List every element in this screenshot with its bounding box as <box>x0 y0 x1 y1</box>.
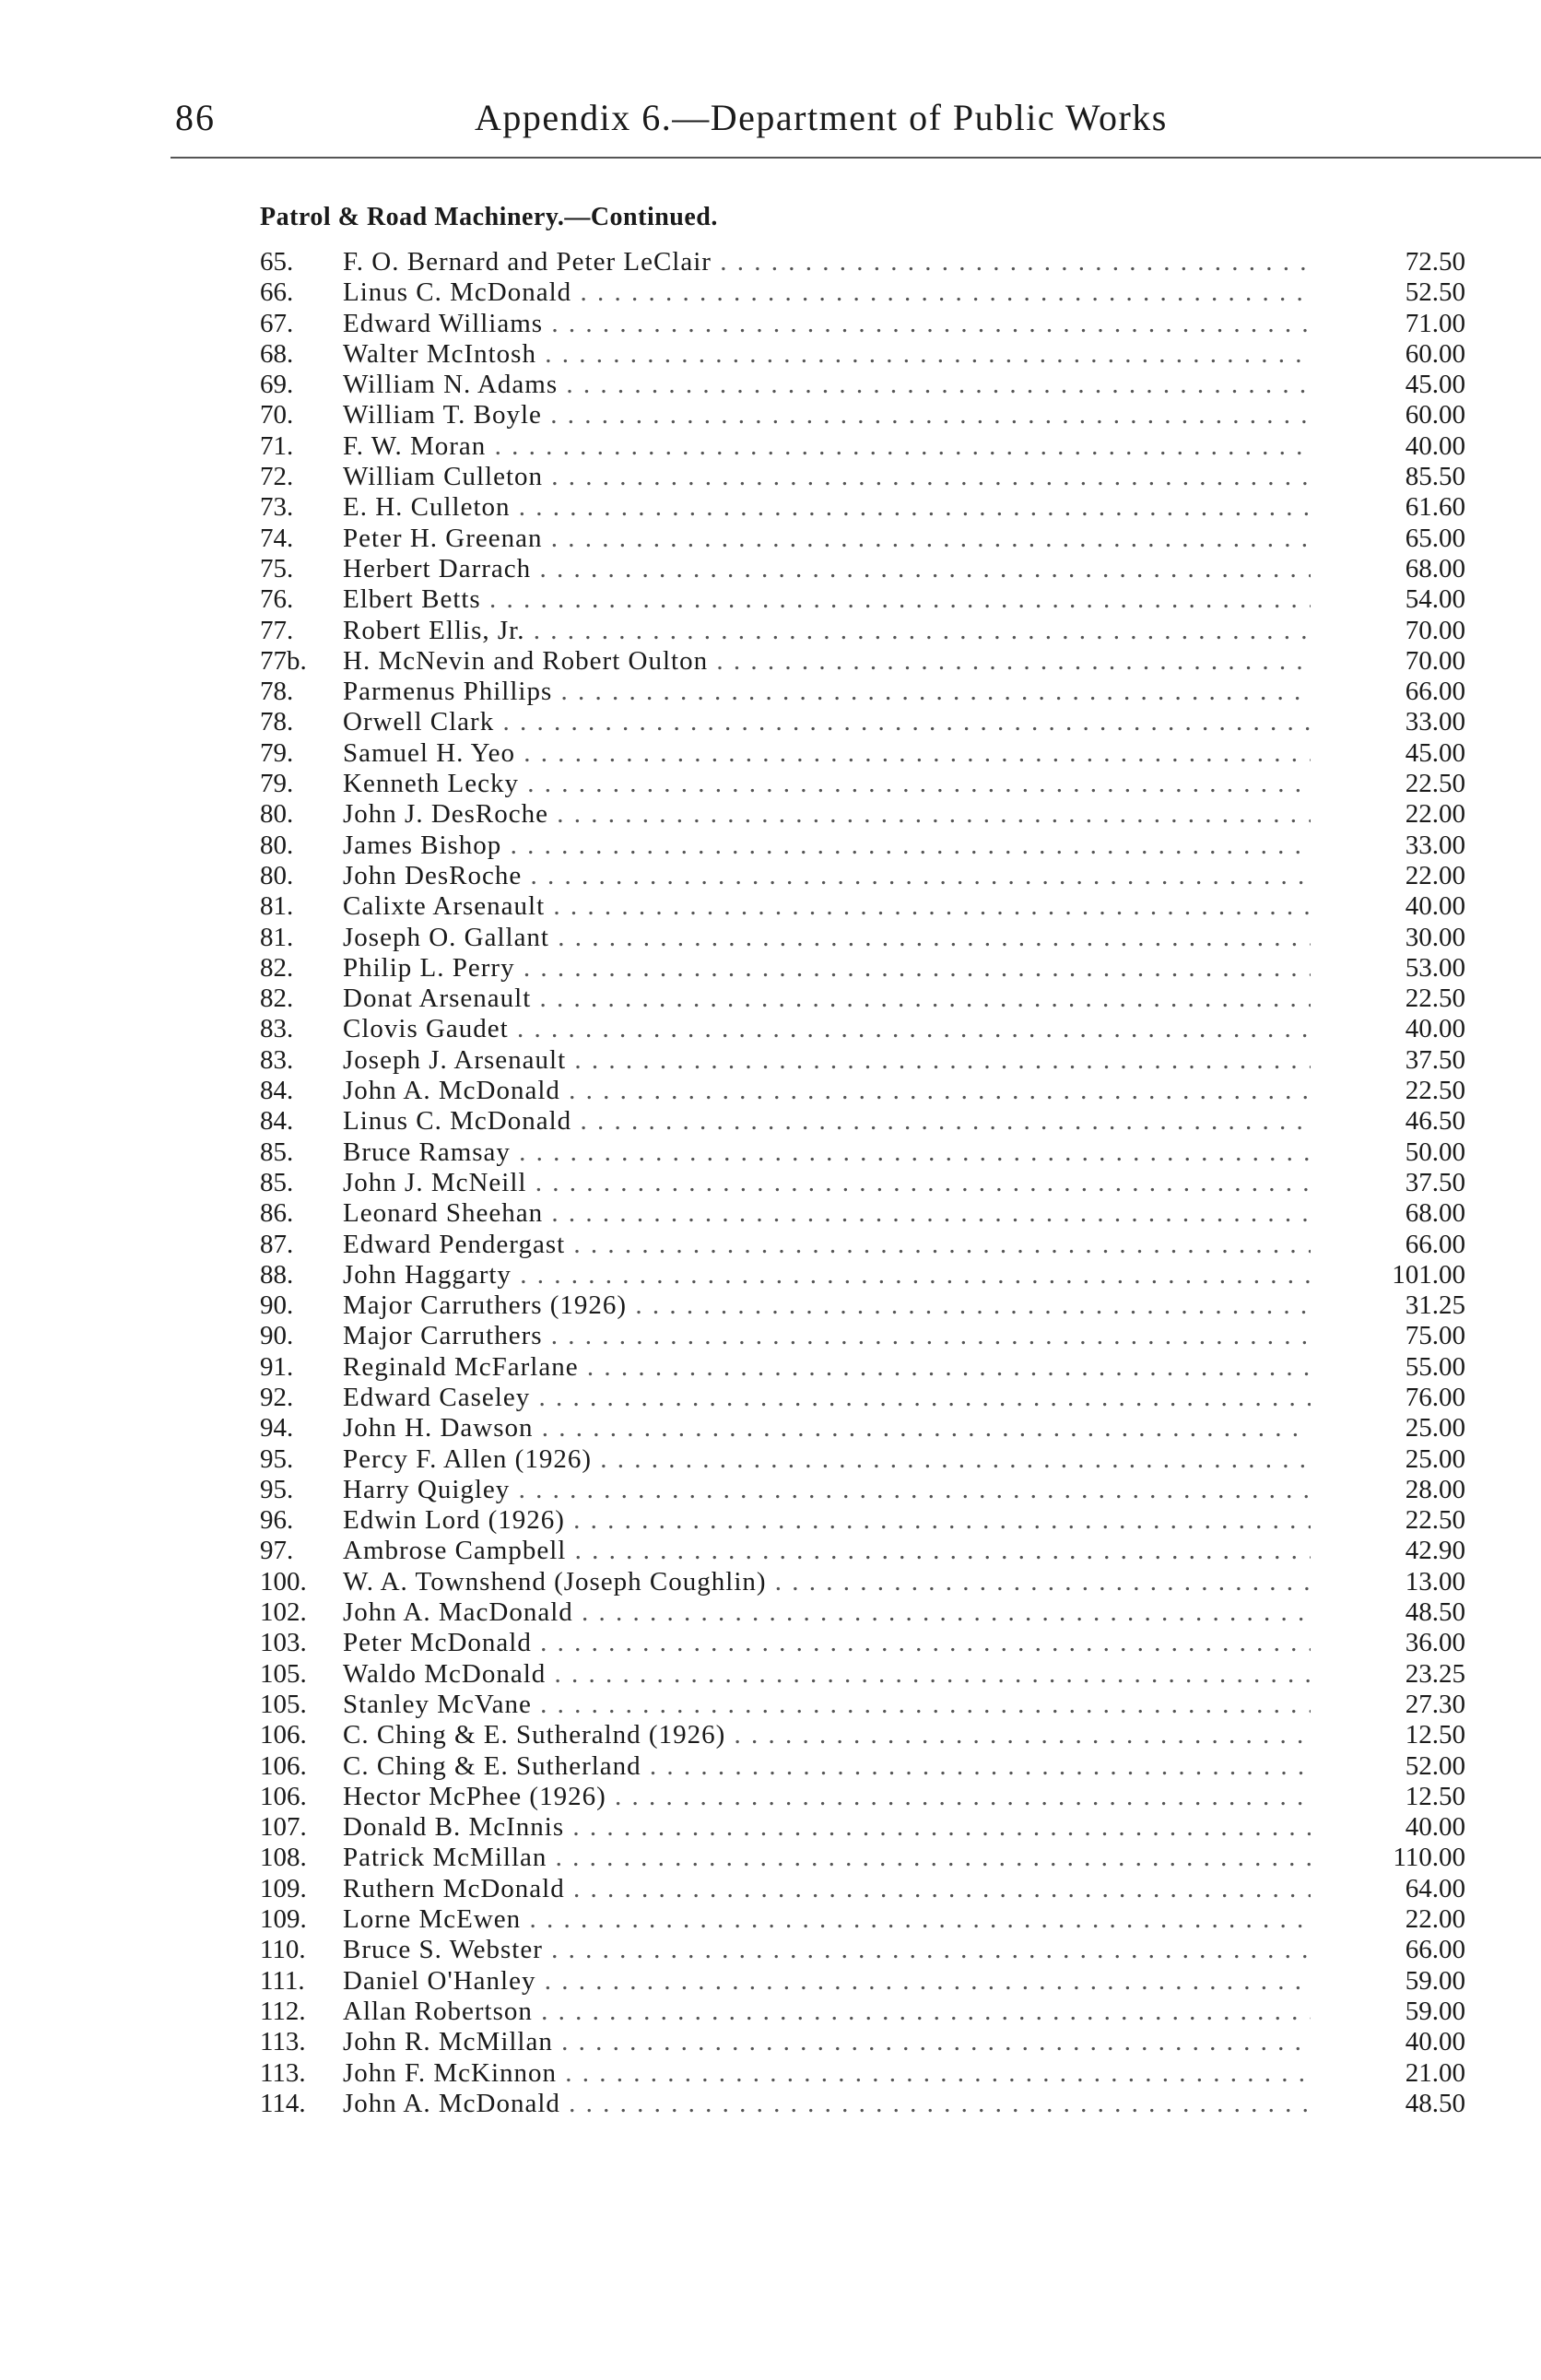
entry-amount: 21.00 <box>1405 2057 1465 2088</box>
entry-name: John A. MacDonald . . . <box>343 1597 1311 1628</box>
entry-amount: 13.00 <box>1405 1566 1465 1596</box>
entry-name: Edwin Lord (1926) . . . <box>343 1505 1311 1536</box>
entry-number: 81. <box>260 922 294 952</box>
entry-amount: 85.50 <box>1405 462 1465 492</box>
entry-name: Elbert Betts . . . <box>343 584 1311 615</box>
list-item <box>260 891 1476 922</box>
entry-name: Edward Caseley . . . <box>343 1383 1311 1413</box>
entry-number: 80. <box>260 799 294 830</box>
entry-number: 106. <box>260 1750 307 1781</box>
entry-name: John A. McDonald . . . <box>343 2089 1311 2119</box>
entry-amount: 50.00 <box>1405 1137 1465 1167</box>
entry-amount: 12.50 <box>1405 1720 1465 1750</box>
entry-name: Herbert Darrach . . . <box>343 554 1311 584</box>
entry-name: Patrick McMillan . . . <box>343 1843 1311 1873</box>
entry-number: 90. <box>260 1321 294 1351</box>
entry-number: 80. <box>260 830 294 860</box>
entry-number: 106. <box>260 1781 307 1811</box>
entry-name: Stanley McVane . . . <box>343 1690 1311 1720</box>
entry-number: 75. <box>260 553 294 583</box>
entry-name: John J. McNeill . . . <box>343 1168 1311 1198</box>
entry-number: 114. <box>260 2088 306 2118</box>
entry-amount: 40.00 <box>1405 430 1465 461</box>
list-item <box>260 1505 1476 1536</box>
entry-number: 113. <box>260 2057 306 2088</box>
entry-name: H. McNevin and Robert Oulton . . . <box>343 646 1311 677</box>
list-item <box>260 1168 1476 1198</box>
entry-name: Walter McIntosh . . . <box>343 339 1311 370</box>
entry-name: Peter McDonald . . . <box>343 1628 1311 1658</box>
entry-number: 84. <box>260 1076 294 1106</box>
entry-name: Daniel O'Hanley . . . <box>343 1966 1311 1997</box>
entry-amount: 46.50 <box>1405 1106 1465 1137</box>
entry-amount: 33.00 <box>1405 707 1465 737</box>
entry-name: William N. Adams . . . <box>343 370 1311 400</box>
entry-list <box>260 247 1476 2119</box>
entry-amount: 59.00 <box>1405 1996 1465 2026</box>
entry-name: Bruce Ramsay . . . <box>343 1137 1311 1168</box>
entry-name: Orwell Clark . . . <box>343 707 1311 737</box>
entry-number: 65. <box>260 247 294 277</box>
entry-amount: 59.00 <box>1405 1965 1465 1996</box>
entry-number: 78. <box>260 677 294 707</box>
entry-name: John Haggarty . . . <box>343 1260 1311 1290</box>
entry-number: 79. <box>260 769 294 799</box>
list-item <box>260 1045 1476 1076</box>
entry-number: 111. <box>260 1965 305 1996</box>
entry-name: Allan Robertson . . . <box>343 1997 1311 2027</box>
entry-number: 105. <box>260 1658 307 1689</box>
entry-name: Percy F. Allen (1926) . . . <box>343 1444 1311 1475</box>
entry-number: 105. <box>260 1689 307 1719</box>
list-item <box>260 2058 1476 2089</box>
entry-number: 106. <box>260 1720 307 1750</box>
list-item <box>260 1843 1476 1873</box>
entry-amount: 72.50 <box>1405 247 1465 277</box>
entry-amount: 22.50 <box>1405 1505 1465 1536</box>
entry-number: 113. <box>260 2027 306 2057</box>
entry-amount: 76.00 <box>1405 1382 1465 1412</box>
list-item <box>260 1536 1476 1566</box>
entry-name: William Culleton . . . <box>343 462 1311 492</box>
list-item <box>260 646 1476 677</box>
list-item <box>260 984 1476 1014</box>
entry-number: 88. <box>260 1259 294 1290</box>
header-rule <box>171 157 1541 159</box>
entry-amount: 65.00 <box>1405 523 1465 553</box>
entry-amount: 54.00 <box>1405 584 1465 615</box>
list-item <box>260 431 1476 462</box>
entry-amount: 40.00 <box>1405 1014 1465 1044</box>
entry-number: 90. <box>260 1290 294 1321</box>
entry-amount: 27.30 <box>1405 1689 1465 1719</box>
entry-name: C. Ching & E. Sutherland . . . <box>343 1751 1311 1782</box>
entry-name: E. H. Culleton . . . <box>343 492 1311 523</box>
entry-number: 85. <box>260 1137 294 1167</box>
entry-amount: 61.60 <box>1405 492 1465 523</box>
entry-name: Leonard Sheehan . . . <box>343 1198 1311 1229</box>
list-item <box>260 1690 1476 1720</box>
entry-amount: 70.00 <box>1405 645 1465 676</box>
page-title: Appendix 6.—Department of Public Works <box>475 97 1168 138</box>
entry-number: 100. <box>260 1566 307 1596</box>
entry-name: Samuel H. Yeo . . . <box>343 738 1311 769</box>
entry-number: 92. <box>260 1382 294 1412</box>
entry-name: John A. McDonald . . . <box>343 1076 1311 1106</box>
list-item <box>260 923 1476 953</box>
entry-amount: 53.00 <box>1405 952 1465 983</box>
entry-amount: 45.00 <box>1405 737 1465 768</box>
entry-name: Philip L. Perry . . . <box>343 953 1311 984</box>
entry-name: Parmenus Phillips . . . <box>343 677 1311 707</box>
entry-amount: 37.50 <box>1405 1044 1465 1075</box>
entry-amount: 48.50 <box>1405 2088 1465 2118</box>
entry-amount: 70.00 <box>1405 615 1465 645</box>
entry-number: 96. <box>260 1505 294 1536</box>
entry-amount: 55.00 <box>1405 1351 1465 1382</box>
entry-number: 77b. <box>260 645 307 676</box>
entry-number: 77. <box>260 615 294 645</box>
entry-amount: 40.00 <box>1405 2027 1465 2057</box>
list-item <box>260 1413 1476 1443</box>
entry-amount: 33.00 <box>1405 830 1465 860</box>
list-item <box>260 1198 1476 1229</box>
list-item <box>260 1260 1476 1290</box>
list-item <box>260 370 1476 400</box>
list-item <box>260 1997 1476 2027</box>
entry-name: W. A. Townshend (Joseph Coughlin) . . . <box>343 1567 1311 1597</box>
entry-amount: 25.00 <box>1405 1443 1465 1474</box>
entry-number: 97. <box>260 1536 294 1566</box>
entry-number: 67. <box>260 308 294 338</box>
list-item <box>260 953 1476 984</box>
list-item <box>260 1230 1476 1260</box>
list-item <box>260 1567 1476 1597</box>
entry-amount: 48.50 <box>1405 1597 1465 1628</box>
entry-name: Edward Pendergast . . . <box>343 1230 1311 1260</box>
entry-amount: 40.00 <box>1405 891 1465 922</box>
list-item <box>260 277 1476 308</box>
entry-amount: 23.25 <box>1405 1658 1465 1689</box>
entry-amount: 31.25 <box>1405 1290 1465 1321</box>
entry-name: Hector McPhee (1926) . . . <box>343 1782 1311 1812</box>
entry-amount: 22.50 <box>1405 984 1465 1014</box>
entry-amount: 110.00 <box>1393 1843 1465 1873</box>
list-item <box>260 400 1476 430</box>
list-item <box>260 1383 1476 1413</box>
list-item <box>260 1106 1476 1137</box>
entry-number: 82. <box>260 952 294 983</box>
entry-number: 107. <box>260 1812 307 1843</box>
entry-number: 94. <box>260 1413 294 1443</box>
entry-amount: 52.50 <box>1405 277 1465 308</box>
entry-number: 79. <box>260 737 294 768</box>
list-item <box>260 554 1476 584</box>
list-item <box>260 616 1476 646</box>
entry-amount: 60.00 <box>1405 338 1465 369</box>
entry-number: 70. <box>260 400 294 430</box>
entry-number: 84. <box>260 1106 294 1137</box>
entry-amount: 22.00 <box>1405 1904 1465 1935</box>
entry-number: 112. <box>260 1996 306 2026</box>
entry-number: 80. <box>260 860 294 890</box>
entry-amount: 66.00 <box>1405 1229 1465 1259</box>
entry-amount: 42.90 <box>1405 1536 1465 1566</box>
list-item <box>260 677 1476 707</box>
list-item <box>260 1321 1476 1351</box>
list-item <box>260 2027 1476 2057</box>
entry-number: 81. <box>260 891 294 922</box>
list-item <box>260 1352 1476 1383</box>
entry-amount: 52.00 <box>1405 1750 1465 1781</box>
entry-name: Ruthern McDonald . . . <box>343 1874 1311 1904</box>
page-number: 86 <box>175 97 216 138</box>
entry-number: 82. <box>260 984 294 1014</box>
entry-number: 73. <box>260 492 294 523</box>
entry-number: 87. <box>260 1229 294 1259</box>
entry-amount: 12.50 <box>1405 1781 1465 1811</box>
entry-number: 78. <box>260 707 294 737</box>
list-item <box>260 2089 1476 2119</box>
section-heading: Patrol & Road Machinery.—Continued. <box>260 203 718 231</box>
list-item <box>260 492 1476 523</box>
entry-amount: 71.00 <box>1405 308 1465 338</box>
entry-amount: 30.00 <box>1405 922 1465 952</box>
entry-number: 103. <box>260 1628 307 1658</box>
list-item <box>260 1290 1476 1321</box>
entry-name: James Bishop . . . <box>343 831 1311 861</box>
entry-amount: 66.00 <box>1405 1935 1465 1965</box>
entry-amount: 64.00 <box>1405 1873 1465 1903</box>
entry-amount: 45.00 <box>1405 370 1465 400</box>
list-item <box>260 1137 1476 1168</box>
entry-amount: 40.00 <box>1405 1812 1465 1843</box>
entry-number: 95. <box>260 1474 294 1504</box>
list-item <box>260 1966 1476 1997</box>
entry-number: 108. <box>260 1843 307 1873</box>
list-item <box>260 524 1476 554</box>
entry-name: Peter H. Greenan . . . <box>343 524 1311 554</box>
list-item <box>260 1874 1476 1904</box>
entry-amount: 22.00 <box>1405 799 1465 830</box>
list-item <box>260 769 1476 799</box>
entry-amount: 66.00 <box>1405 677 1465 707</box>
entry-name: John H. Dawson . . . <box>343 1413 1311 1443</box>
list-item <box>260 462 1476 492</box>
entry-number: 91. <box>260 1351 294 1382</box>
entry-name: Linus C. McDonald . . . <box>343 1106 1311 1137</box>
list-item <box>260 799 1476 830</box>
list-item <box>260 831 1476 861</box>
list-item <box>260 1628 1476 1658</box>
entry-amount: 68.00 <box>1405 553 1465 583</box>
list-item <box>260 1597 1476 1628</box>
entry-name: Donat Arsenault . . . <box>343 984 1311 1014</box>
list-item <box>260 1720 1476 1750</box>
entry-name: Joseph O. Gallant . . . <box>343 923 1311 953</box>
entry-name: John R. McMillan . . . <box>343 2027 1311 2057</box>
entry-number: 102. <box>260 1597 307 1628</box>
entry-name: Major Carruthers (1926) . . . <box>343 1290 1311 1321</box>
entry-name: Waldo McDonald . . . <box>343 1659 1311 1690</box>
entry-number: 71. <box>260 430 294 461</box>
entry-amount: 22.00 <box>1405 860 1465 890</box>
list-item <box>260 584 1476 615</box>
page-header <box>175 96 1373 151</box>
entry-name: Kenneth Lecky . . . <box>343 769 1311 799</box>
entry-number: 86. <box>260 1198 294 1229</box>
entry-number: 76. <box>260 584 294 615</box>
entry-name: F. W. Moran . . . <box>343 431 1311 462</box>
entry-number: 72. <box>260 462 294 492</box>
list-item <box>260 1444 1476 1475</box>
entry-name: William T. Boyle . . . <box>343 400 1311 430</box>
list-item <box>260 1475 1476 1505</box>
entry-amount: 75.00 <box>1405 1321 1465 1351</box>
entry-amount: 25.00 <box>1405 1413 1465 1443</box>
entry-name: John F. McKinnon . . . <box>343 2058 1311 2089</box>
entry-name: Joseph J. Arsenault . . . <box>343 1045 1311 1076</box>
list-item <box>260 309 1476 339</box>
entry-number: 85. <box>260 1167 294 1197</box>
entry-number: 110. <box>260 1935 306 1965</box>
entry-name: Major Carruthers . . . <box>343 1321 1311 1351</box>
list-item <box>260 1904 1476 1935</box>
entry-name: Robert Ellis, Jr. . . . <box>343 616 1311 646</box>
entry-name: Donald B. McInnis . . . <box>343 1812 1311 1843</box>
entry-name: John DesRoche . . . <box>343 861 1311 891</box>
entry-name: Calixte Arsenault . . . <box>343 891 1311 922</box>
entry-amount: 68.00 <box>1405 1198 1465 1229</box>
list-item <box>260 1659 1476 1690</box>
entry-name: Clovis Gaudet . . . <box>343 1014 1311 1044</box>
list-item <box>260 339 1476 370</box>
entry-number: 95. <box>260 1443 294 1474</box>
entry-number: 74. <box>260 523 294 553</box>
entry-number: 83. <box>260 1044 294 1075</box>
entry-name: Ambrose Campbell . . . <box>343 1536 1311 1566</box>
list-item <box>260 738 1476 769</box>
list-item <box>260 1076 1476 1106</box>
entry-name: Reginald McFarlane . . . <box>343 1352 1311 1383</box>
entry-name: John J. DesRoche . . . <box>343 799 1311 830</box>
entry-name: Harry Quigley . . . <box>343 1475 1311 1505</box>
entry-name: F. O. Bernard and Peter LeClair . . . <box>343 247 1311 277</box>
list-item <box>260 1014 1476 1044</box>
entry-name: Bruce S. Webster . . . <box>343 1935 1311 1965</box>
entry-amount: 60.00 <box>1405 400 1465 430</box>
entry-number: 68. <box>260 338 294 369</box>
entry-amount: 22.50 <box>1405 1076 1465 1106</box>
entry-name: C. Ching & E. Sutheralnd (1926) . . . <box>343 1720 1311 1750</box>
entry-number: 66. <box>260 277 294 308</box>
entry-amount: 22.50 <box>1405 769 1465 799</box>
entry-number: 83. <box>260 1014 294 1044</box>
list-item <box>260 1935 1476 1965</box>
list-item <box>260 861 1476 891</box>
entry-name: Edward Williams . . . <box>343 309 1311 339</box>
list-item <box>260 1812 1476 1843</box>
entry-amount: 37.50 <box>1405 1167 1465 1197</box>
entry-amount: 36.00 <box>1405 1628 1465 1658</box>
list-item <box>260 1782 1476 1812</box>
list-item <box>260 247 1476 277</box>
entry-amount: 101.00 <box>1392 1259 1465 1290</box>
entry-name: Linus C. McDonald . . . <box>343 277 1311 308</box>
entry-number: 109. <box>260 1904 307 1935</box>
list-item <box>260 1751 1476 1782</box>
entry-number: 109. <box>260 1873 307 1903</box>
entry-amount: 28.00 <box>1405 1474 1465 1504</box>
list-item <box>260 707 1476 737</box>
entry-number: 69. <box>260 370 294 400</box>
entry-name: Lorne McEwen . . . <box>343 1904 1311 1935</box>
